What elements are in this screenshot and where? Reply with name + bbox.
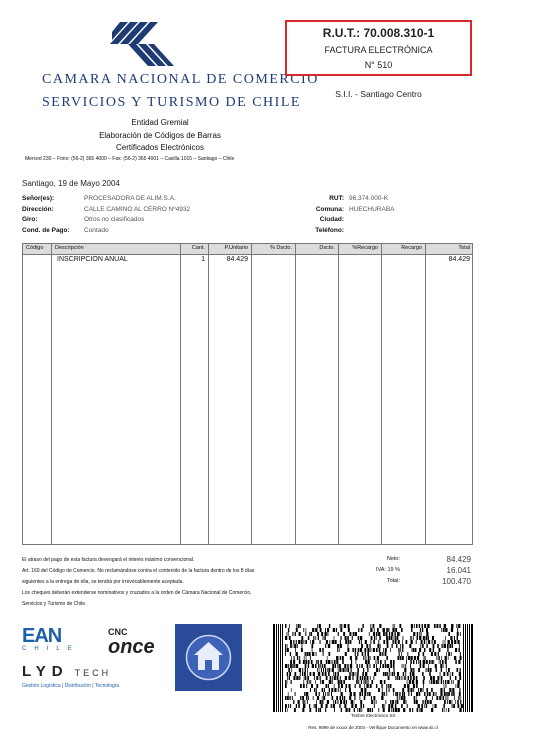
issuer-service-1: Elaboración de Códigos de Barras [99, 131, 221, 140]
chamber-logo-icon [110, 20, 176, 68]
customer-commune-value: HUECHURABA [349, 206, 395, 213]
row-qty: 1 [201, 256, 205, 263]
col-header-code: Código [26, 245, 44, 251]
issuer-service-2: Certificados Electrónicos [115, 143, 205, 152]
row-unit-price: 84.429 [226, 256, 248, 263]
stamp-footer: Res. 9999 de xxxxx de 2004 - Verifique Documento en www.sii.cl [308, 725, 438, 730]
customer-rut-label: RUT: [329, 195, 344, 202]
customer-city-label: Ciudad: [319, 216, 344, 223]
invoice-number: N° 510 [364, 60, 393, 70]
row-total: 84.429 [448, 256, 470, 263]
customer-commune-label: Comuna: [315, 206, 344, 213]
payment-terms-value: Contado [84, 227, 109, 234]
col-header-description: Descripción [55, 245, 84, 251]
pdf417-barcode-icon [273, 624, 473, 712]
payment-terms-label: Cond. de Pago: [22, 227, 70, 234]
invoice-header-box [285, 20, 472, 76]
cnc-once-logo [108, 628, 172, 662]
vat-label: IVA: 19 % [375, 567, 400, 573]
document-type: FACTURA ELECTRÓNICA [324, 45, 433, 55]
customer-address-label: Dirección: [22, 206, 54, 213]
lyd-tech-text: TECH [74, 668, 112, 678]
customer-rut-value: 96.374.000-K [349, 195, 389, 202]
note-line: siguientes a la entrega de ella, se tendrá por irrevocablemente aceptada. [22, 579, 184, 585]
house-seal-icon [175, 624, 242, 691]
note-line: Art. 160 del Código de Comercio. No reclamándose contra el contenido de la factura dentro de los 8 días [22, 568, 255, 574]
note-line: El atraso del pago de esta factura devengará el interés máximo convencional. [22, 557, 195, 563]
row-description: INSCRIPCION ANUAL [57, 256, 128, 263]
col-header-unit-price: P.Unitario [224, 245, 248, 251]
customer-phone-label: Teléfono: [315, 227, 344, 234]
lyd-tagline: Gestión Logística | Distribución | Tecnología [22, 683, 120, 689]
issuer-name-line1: CAMARA NACIONAL DE COMERCIO [42, 72, 319, 87]
lyd-logo-text: LYD [22, 663, 69, 680]
col-header-discount: Dscto. [319, 245, 335, 251]
sii-office: S.I.I. - Santiago Centro [335, 89, 422, 99]
payment-notes [22, 555, 352, 610]
invoice-date: Santiago, 19 de Mayo 2004 [22, 179, 120, 188]
total-label: Total: [386, 578, 400, 584]
lyd-tech-logo [22, 663, 192, 689]
net-value: 84.429 [446, 555, 471, 564]
col-header-total: Total [458, 245, 470, 251]
total-value: 100.470 [442, 577, 471, 586]
cnc-logo-text: CNC [108, 627, 128, 637]
customer-business-label: Giro: [22, 216, 38, 223]
line-items-table [22, 243, 473, 545]
customer-name-label: Señor(es): [22, 195, 55, 202]
col-header-discount-pct: % Dscto. [269, 245, 292, 251]
net-label: Neto: [386, 556, 400, 562]
ean-country-text: CHILE [22, 646, 80, 652]
issuer-name-line2: SERVICIOS Y TURISMO DE CHILE [42, 95, 301, 110]
note-line: Los cheques deberán extenderse nominativos y cruzados a la orden de Cámara Nacional de Comercio, [22, 590, 252, 596]
issuer-rut: R.U.T.: 70.008.310-1 [322, 26, 435, 40]
issuer-tagline: Entidad Gremial [131, 118, 189, 127]
note-line: Servicios y Turismo de Chile. [22, 601, 87, 607]
stamp-caption: Timbre Electrónico SII [350, 713, 396, 718]
customer-address-value: CALLE CAMINO AL CERRO Nº4932 [84, 206, 191, 213]
issuer-address: Merced 230 – Fono: (56-2) 365 4000 – Fax: (56-2) 365 4001 – Casilla 1015 – Santiago – Chile [25, 156, 235, 162]
customer-name-value: PROCESADORA DE ALIM.S.A. [84, 195, 176, 202]
ean-logo-text: EAN [22, 625, 62, 647]
customer-business-value: Otros no clasificados [84, 216, 145, 223]
once-logo-text: once [108, 636, 155, 658]
col-header-surcharge: Recargo [401, 245, 422, 251]
col-header-surcharge-pct: %Recargo [352, 245, 378, 251]
col-header-qty: Cant. [191, 245, 205, 251]
vat-value: 16.041 [446, 566, 471, 575]
